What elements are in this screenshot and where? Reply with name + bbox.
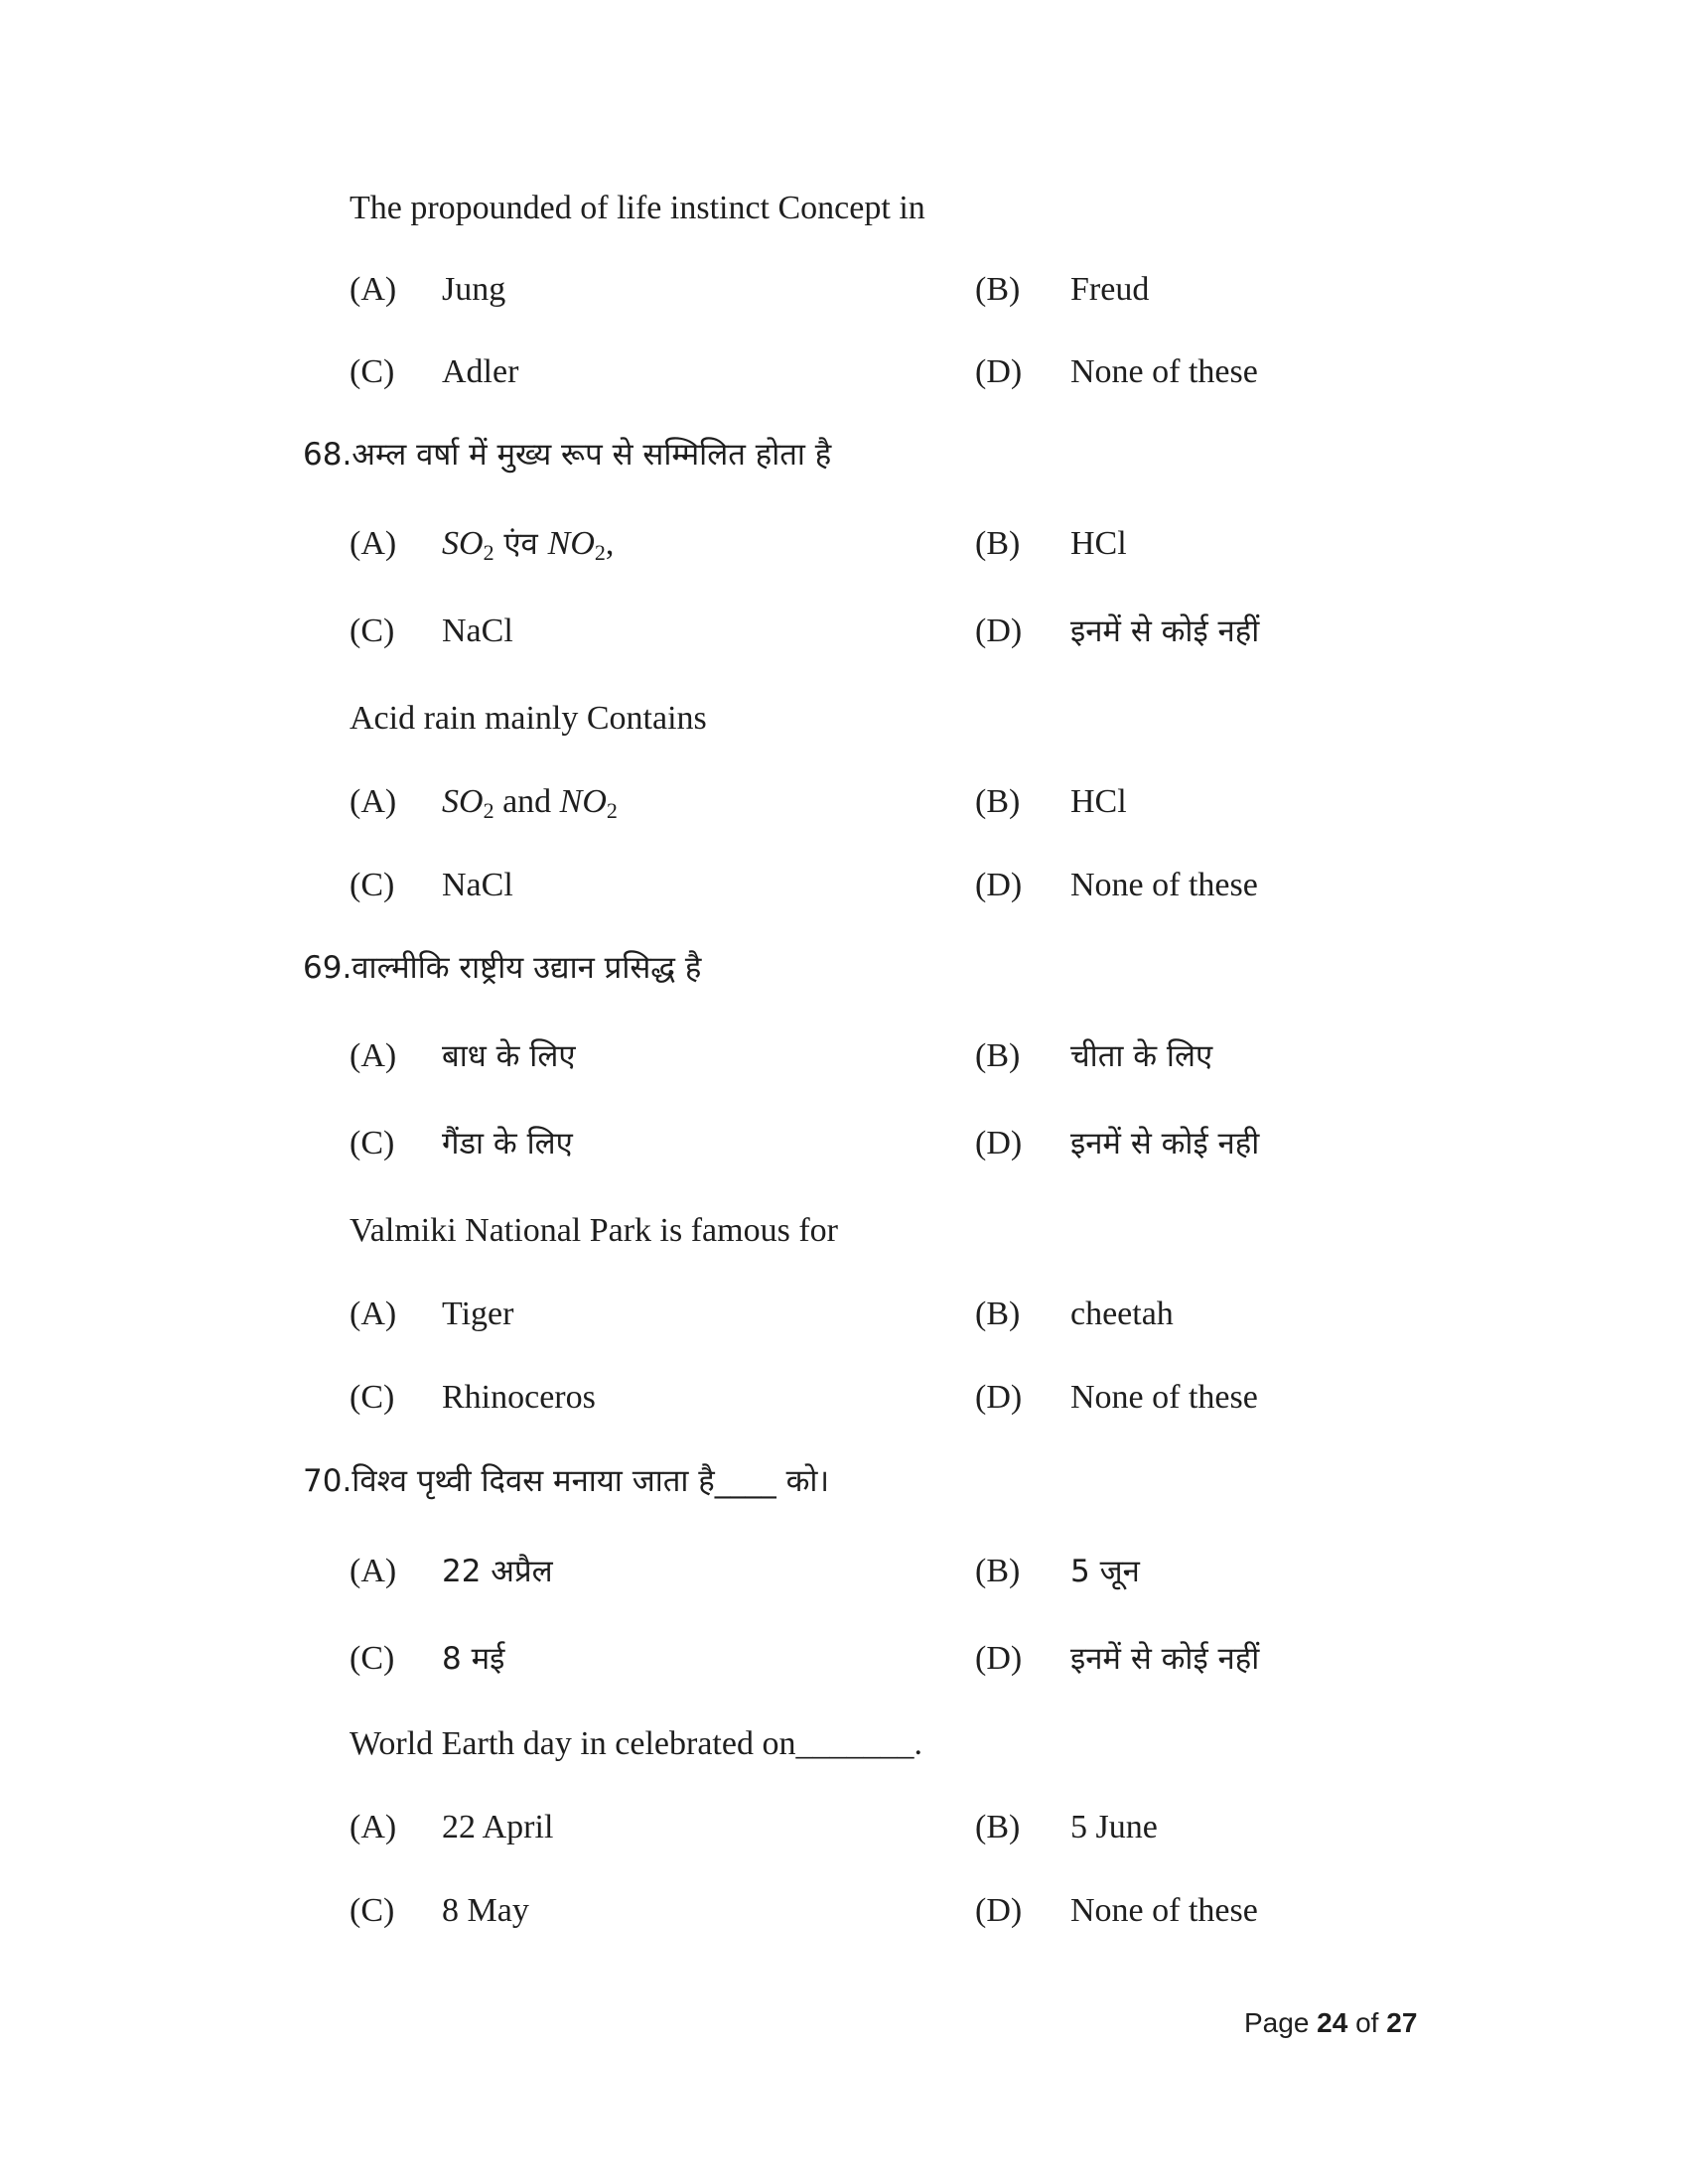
q70-en-option-a: 22 April bbox=[442, 1809, 554, 1845]
option-label-c: (C) bbox=[350, 1125, 395, 1161]
q69-en-option-a: Tiger bbox=[442, 1296, 514, 1332]
q68-hi-option-b: HCl bbox=[1070, 525, 1127, 562]
option-label-c: (C) bbox=[350, 1379, 395, 1416]
q67-en-option-a: Jung bbox=[442, 271, 506, 308]
total-pages: 27 bbox=[1386, 2007, 1418, 2038]
option-label-b: (B) bbox=[975, 1037, 1021, 1074]
q67-en-option-c: Adler bbox=[442, 353, 519, 390]
q68-hi-options-row-2 bbox=[0, 602, 1688, 661]
option-label-a: (A) bbox=[350, 525, 397, 562]
option-label-d: (D) bbox=[975, 353, 1023, 390]
of-word: of bbox=[1347, 2007, 1387, 2038]
option-label-b: (B) bbox=[975, 525, 1021, 562]
subscript: 2 bbox=[483, 798, 494, 823]
q67-en-question: The propounded of life instinct Concept in bbox=[350, 190, 925, 226]
option-label-a: (A) bbox=[350, 1809, 397, 1845]
option-label-d: (D) bbox=[975, 1640, 1023, 1677]
q67-en-options-row-2 bbox=[0, 342, 1688, 402]
q70-en-option-d: None of these bbox=[1070, 1892, 1258, 1929]
q69-hi-option-c: गैंडा के लिए bbox=[442, 1126, 573, 1161]
current-page: 24 bbox=[1317, 2007, 1348, 2038]
q70-hi-option-b: 5 जून bbox=[1070, 1554, 1140, 1589]
q68-hi-options-row-1 bbox=[0, 514, 1688, 574]
conjunction: and bbox=[493, 783, 560, 820]
option-label-c: (C) bbox=[350, 1640, 395, 1677]
hindi-conjunction: एंव bbox=[493, 526, 548, 562]
formula-so: SO bbox=[442, 783, 484, 820]
option-label-c: (C) bbox=[350, 1892, 395, 1929]
q70-hi-options-row-2 bbox=[0, 1629, 1688, 1689]
option-label-a: (A) bbox=[350, 271, 397, 308]
option-label-b: (B) bbox=[975, 1809, 1021, 1845]
q69-hi-question: 69.वाल्मीकि राष्ट्रीय उद्यान प्रसिद्ध है bbox=[303, 950, 702, 986]
q68-en-options-row-2 bbox=[0, 856, 1688, 915]
formula-so: SO bbox=[442, 525, 484, 562]
q69-hi-option-d: इनमें से कोई नही bbox=[1070, 1126, 1260, 1161]
q70-en-options-row-1 bbox=[0, 1798, 1688, 1857]
q68-en-option-a bbox=[442, 772, 618, 832]
option-label-a: (A) bbox=[350, 783, 397, 820]
option-label-d: (D) bbox=[975, 1379, 1023, 1416]
formula-no: NO bbox=[559, 783, 607, 820]
option-label-b: (B) bbox=[975, 783, 1021, 820]
formula-no: NO bbox=[547, 525, 595, 562]
q69-en-options-row-1 bbox=[0, 1285, 1688, 1344]
option-label-a: (A) bbox=[350, 1553, 397, 1589]
q69-en-options-row-2 bbox=[0, 1368, 1688, 1428]
q70-en-options-row-2 bbox=[0, 1881, 1688, 1941]
q68-hi-option-a bbox=[442, 514, 614, 574]
option-label-d: (D) bbox=[975, 1125, 1023, 1161]
option-label-b: (B) bbox=[975, 1553, 1021, 1589]
option-label-d: (D) bbox=[975, 867, 1023, 903]
subscript: 2 bbox=[483, 540, 494, 565]
q69-en-question: Valmiki National Park is famous for bbox=[350, 1212, 838, 1249]
option-label-c: (C) bbox=[350, 613, 395, 649]
option-label-a: (A) bbox=[350, 1296, 397, 1332]
option-label-c: (C) bbox=[350, 353, 395, 390]
q70-hi-options-row-1 bbox=[0, 1542, 1688, 1601]
page-word: Page bbox=[1244, 2007, 1318, 2038]
subscript: 2 bbox=[594, 540, 606, 565]
q70-en-question: World Earth day in celebrated on_______. bbox=[350, 1725, 922, 1762]
q70-en-option-b: 5 June bbox=[1070, 1809, 1158, 1845]
q67-en-option-b: Freud bbox=[1070, 271, 1150, 308]
q70-hi-question: 70.विश्व पृथ्वी दिवस मनाया जाता है____ को। bbox=[303, 1463, 830, 1499]
q70-hi-option-c: 8 मई bbox=[442, 1641, 505, 1677]
q68-en-options-row-1 bbox=[0, 772, 1688, 832]
q70-hi-option-d: इनमें से कोई नहीं bbox=[1070, 1641, 1260, 1677]
q68-hi-option-c: NaCl bbox=[442, 613, 513, 649]
q70-en-option-c: 8 May bbox=[442, 1892, 529, 1929]
q69-en-option-d: None of these bbox=[1070, 1379, 1258, 1416]
page-number bbox=[1244, 2003, 1417, 2043]
subscript: 2 bbox=[606, 798, 618, 823]
q67-en-option-d: None of these bbox=[1070, 353, 1258, 390]
q69-hi-option-b: चीता के लिए bbox=[1070, 1038, 1213, 1074]
q69-hi-options-row-2 bbox=[0, 1114, 1688, 1173]
q69-en-option-b: cheetah bbox=[1070, 1296, 1174, 1332]
q68-en-question: Acid rain mainly Contains bbox=[350, 700, 707, 737]
option-label-d: (D) bbox=[975, 1892, 1023, 1929]
option-label-a: (A) bbox=[350, 1037, 397, 1074]
q68-hi-option-d: इनमें से कोई नहीं bbox=[1070, 614, 1260, 649]
option-label-c: (C) bbox=[350, 867, 395, 903]
q68-en-option-b: HCl bbox=[1070, 783, 1127, 820]
option-label-d: (D) bbox=[975, 613, 1023, 649]
q69-en-option-c: Rhinoceros bbox=[442, 1379, 596, 1416]
q69-hi-options-row-1 bbox=[0, 1026, 1688, 1086]
q67-en-options-row-1 bbox=[0, 260, 1688, 320]
q69-hi-option-a: बाध के लिए bbox=[442, 1038, 576, 1074]
q68-hi-question: 68.अम्ल वर्षा में मुख्य रूप से सम्मिलित होता है bbox=[303, 437, 832, 473]
option-label-b: (B) bbox=[975, 1296, 1021, 1332]
q70-hi-option-a: 22 अप्रैल bbox=[442, 1554, 553, 1589]
option-label-b: (B) bbox=[975, 271, 1021, 308]
q68-en-option-c: NaCl bbox=[442, 867, 513, 903]
comma: , bbox=[605, 525, 615, 562]
q68-en-option-d: None of these bbox=[1070, 867, 1258, 903]
